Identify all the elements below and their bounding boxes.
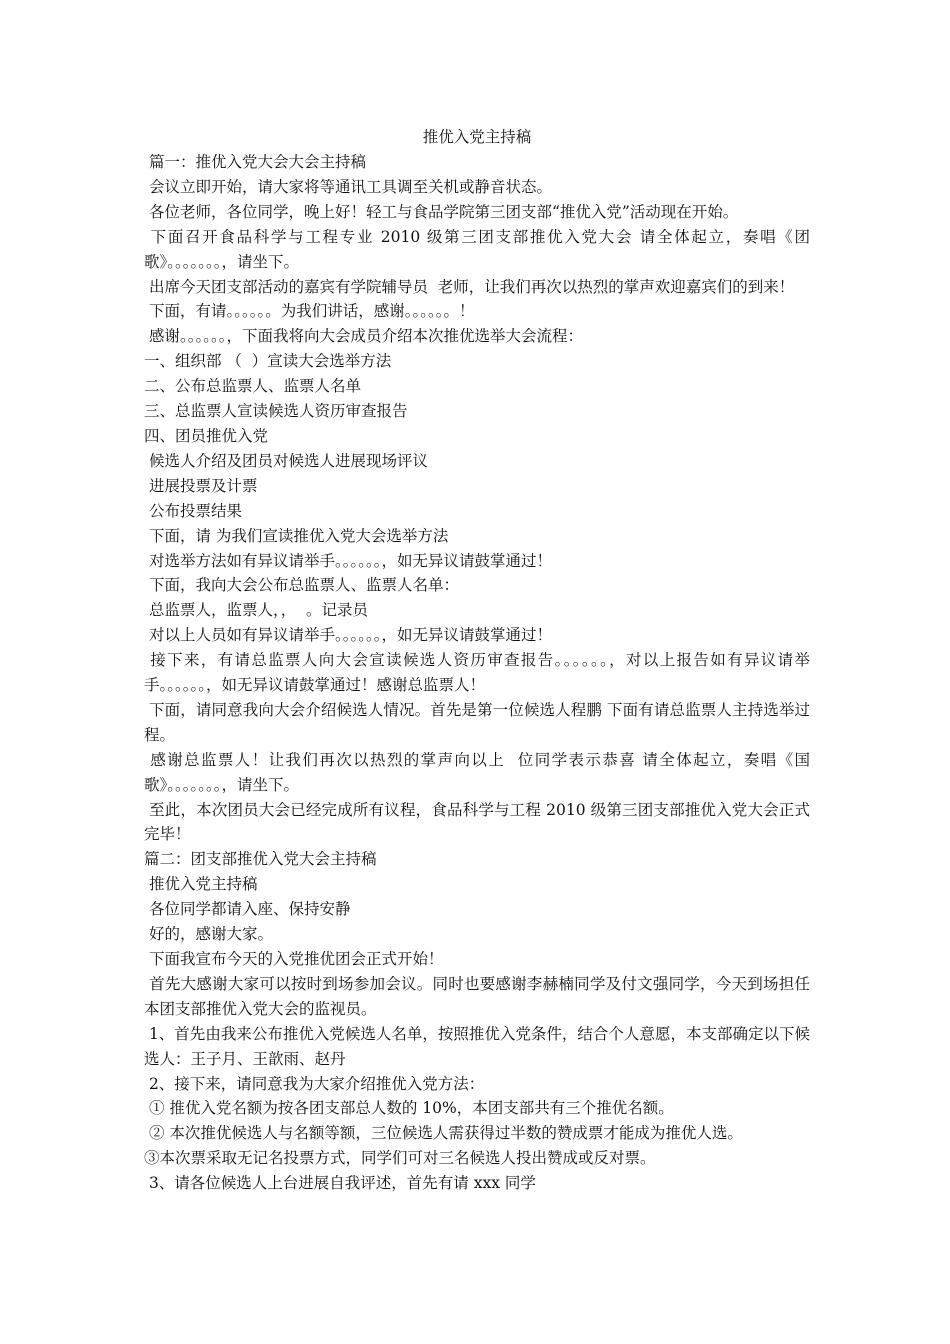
paragraph: 篇一：推优入党大会大会主持稿 [144, 153, 366, 171]
paragraph: 各位同学都请入座、保持安静 [144, 900, 351, 919]
paragraph: 1、首先由我来公布推优入党候选人名单，按照推优入党条件，结合个人意愿，本支部确定以下候选人：王子月、王歆雨、赵丹 [144, 1024, 810, 1068]
paragraph: 总监票人，监票人，， 。记录员 [144, 601, 369, 620]
paragraph: 候选人介绍及团员对候选人进展现场评议 [144, 451, 428, 470]
paragraph: 3、请各位候选人上台进展自我评述，首先有请 xxx 同学 [144, 1174, 536, 1193]
paragraph: 感谢。。。。。。，下面我将向大会成员介绍本次推优选举大会流程： [144, 327, 583, 346]
paragraph: 2、接下来，请同意我为大家介绍推优入党方法： [144, 1074, 485, 1093]
paragraph: 三、总监票人宣读候选人资历审查报告 [144, 402, 408, 421]
paragraph: 好的，感谢大家。 [144, 925, 273, 944]
paragraph: 下面，请同意我向大会介绍候选人情况。首先是第一位候选人程鹏 下面有请总监票人主持选举过程。 [144, 700, 810, 744]
paragraph: 首先大感谢大家可以按时到场参加会议。同时也要感谢李赫楠同学及付文强同学，今天到场担任本团支部推优入党大会的监视员。 [144, 974, 810, 1018]
document-body [144, 124, 810, 1196]
paragraph: 会议立即开始，请大家将等通讯工具调至关机或静音状态。 [144, 177, 552, 196]
paragraph: 接下来，有请总监票人向大会宣读候选人资历审查报告。。。。。。，对以上报告如有异议请举手。。。。。。，如无异议请鼓掌通过！感谢总监票人！ [144, 651, 810, 695]
paragraph: ① 推优入党名额为按各团支部总人数的 10%，本团支部共有三个推优名额。 [144, 1099, 674, 1118]
paragraph: 二、公布总监票人、监票人名单 [144, 377, 362, 396]
paragraph: 各位老师，各位同学，晚上好！轻工与食品学院第三团支部“推优入党”活动现在开始。 [144, 202, 739, 221]
paragraph: 一、组织部 （ ）宣读大会选举方法 [144, 352, 392, 371]
paragraph: 四、团员推优入党 [144, 426, 269, 445]
paragraph: 进展投票及计票 [144, 476, 258, 495]
paragraph: 下面，有请。。。。。。为我们讲话，感谢。。。。。。！ [144, 302, 475, 321]
paragraph: ③本次票采取无记名投票方式，同学们可对三名候选人投出赞成或反对票。 [144, 1149, 656, 1168]
paragraph: 推优入党主持稿 [144, 875, 258, 894]
paragraph: 感谢总监票人！让我们再次以热烈的掌声向以上 位同学表示恭喜 请全体起立，奏唱《国歌》。。。。。。。，请坐下。 [144, 750, 810, 794]
paragraph: 篇二：团支部推优入党大会主持稿 [144, 850, 377, 869]
paragraph: 出席今天团支部活动的嘉宾有学院辅导员 老师，让我们再次以热烈的掌声欢迎嘉宾们的到来！ [144, 277, 795, 296]
paragraph: 对选举方法如有异议请举手。。。。。。，如无异议请鼓掌通过！ [144, 551, 552, 570]
paragraph: 下面，我向大会公布总监票人、监票人名单： [144, 576, 459, 595]
paragraph: 下面，请 为我们宣读推优入党大会选举方法 [144, 526, 449, 545]
paragraph: 下面召开食品科学与工程专业 2010 级第三团支部推优入党大会 请全体起立，奏唱《团歌》。。。。。。。，请坐下。 [144, 227, 810, 271]
paragraph: 至此，本次团员大会已经完成所有议程，食品科学与工程 2010 级第三团支部推优入党大会正式完毕！ [144, 800, 810, 844]
paragraph: ② 本次推优候选人与名额等额，三位候选人需获得过半数的赞成票才能成为推优人选。 [144, 1124, 743, 1143]
paragraph: 对以上人员如有异议请举手。。。。。。，如无异议请鼓掌通过！ [144, 626, 552, 645]
paragraph: 公布投票结果 [144, 501, 242, 520]
document-title: 推优入党主持稿 [422, 128, 532, 146]
paragraph: 下面我宣布今天的入党推优团会正式开始！ [144, 950, 444, 968]
